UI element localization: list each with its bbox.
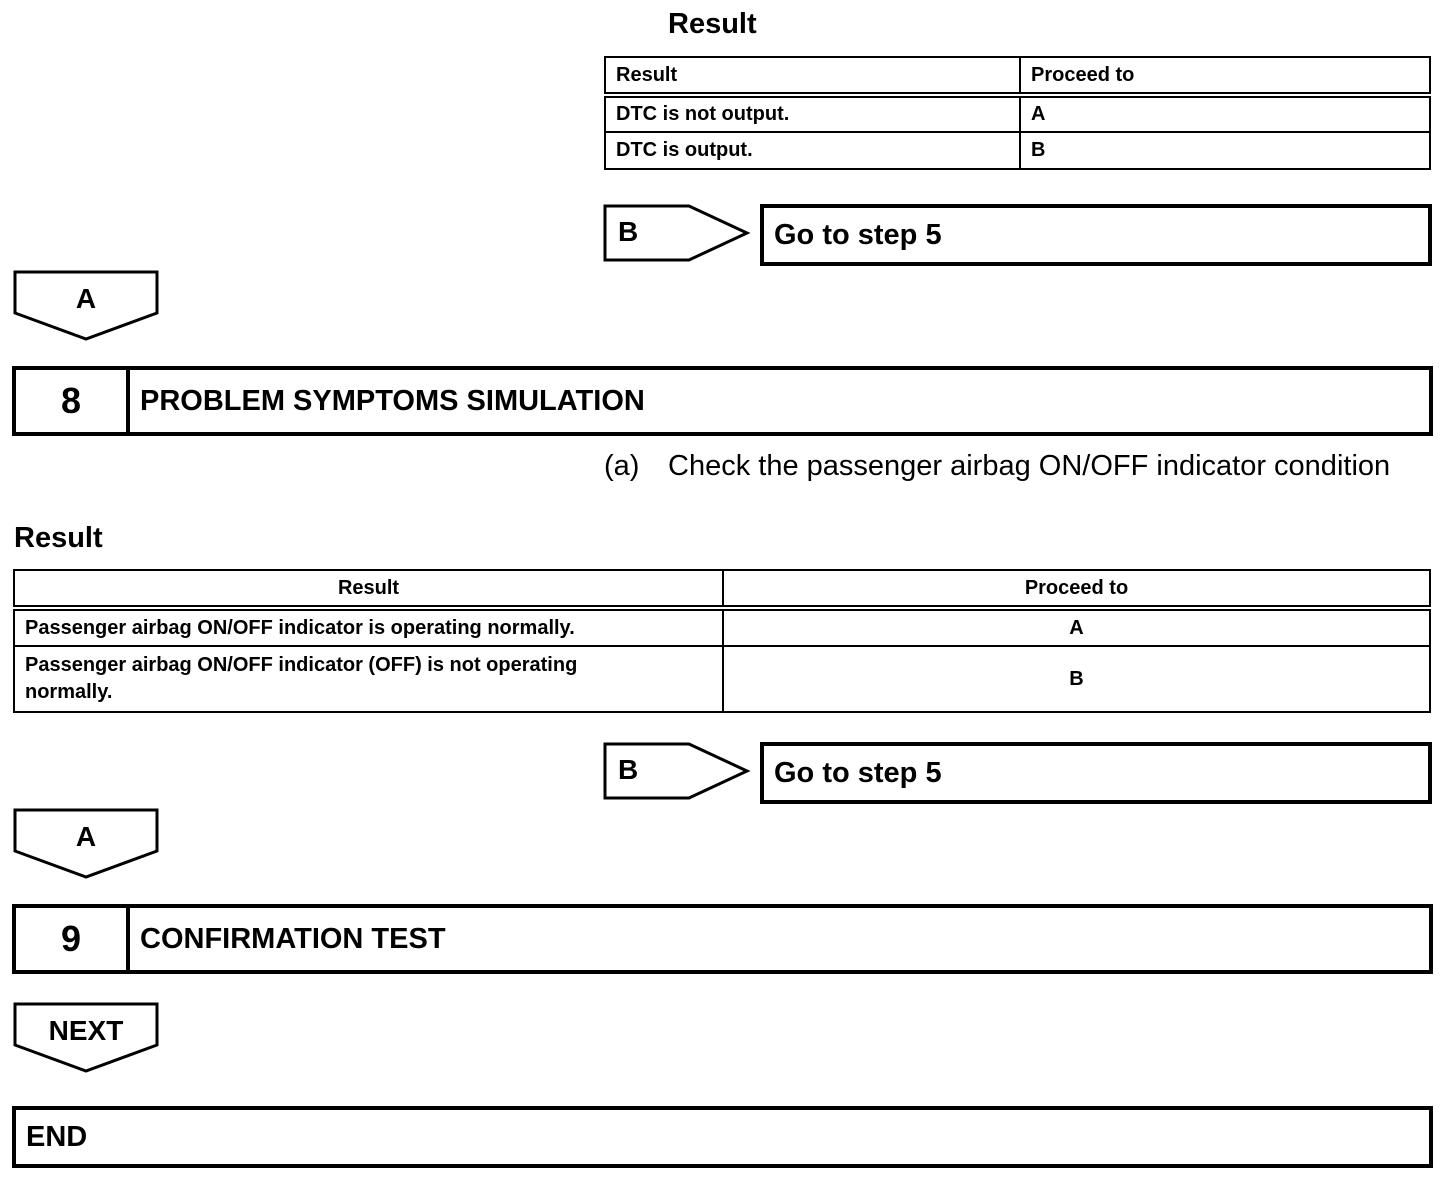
- instruction-text: Check the passenger airbag ON/OFF indicator condition: [668, 450, 1391, 482]
- result-table-2: [13, 569, 1431, 713]
- branch-b-label: B: [618, 754, 639, 785]
- header-proceed-to: Proceed to: [723, 570, 1430, 608]
- result-cell: Passenger airbag ON/OFF indicator (OFF) is not operating normally.: [14, 646, 723, 712]
- go-to-step-text: Go to step 5: [774, 756, 942, 789]
- proceed-cell: B: [1020, 132, 1430, 169]
- step-number: 9: [16, 908, 130, 970]
- proceed-cell: A: [1020, 95, 1430, 132]
- result-title-2: Result: [14, 522, 103, 554]
- step-8-header: [12, 366, 1433, 436]
- header-result: Result: [605, 57, 1020, 95]
- table-row: [14, 608, 1430, 646]
- result-cell: Passenger airbag ON/OFF indicator is operating normally.: [14, 608, 723, 646]
- step-number: 8: [16, 370, 130, 432]
- table-row: [605, 132, 1430, 169]
- table-header-row: [14, 570, 1430, 608]
- header-result: Result: [14, 570, 723, 608]
- branch-a-label: A: [75, 821, 97, 852]
- branch-b-label: B: [618, 216, 639, 247]
- result-cell: DTC is not output.: [605, 95, 1020, 132]
- proceed-cell: B: [723, 646, 1430, 712]
- step-title: PROBLEM SYMPTOMS SIMULATION: [140, 384, 645, 417]
- table-row: [14, 646, 1430, 712]
- end-box: [12, 1106, 1433, 1168]
- result-title-1: Result: [668, 8, 757, 40]
- proceed-cell: A: [723, 608, 1430, 646]
- step-9-header: [12, 904, 1433, 974]
- next-label: NEXT: [48, 1015, 124, 1046]
- result-cell: DTC is output.: [605, 132, 1020, 169]
- table-row: [605, 95, 1430, 132]
- go-to-step-box[interactable]: [760, 204, 1432, 266]
- go-to-step-box[interactable]: [760, 742, 1432, 804]
- end-label: END: [26, 1120, 88, 1153]
- branch-a-label: A: [75, 283, 97, 314]
- step-title: CONFIRMATION TEST: [140, 922, 446, 955]
- go-to-step-text: Go to step 5: [774, 218, 942, 251]
- table-header-row: [605, 57, 1430, 95]
- result-table-1: [604, 56, 1431, 170]
- instruction-marker: (a): [604, 450, 640, 482]
- header-proceed-to: Proceed to: [1020, 57, 1430, 95]
